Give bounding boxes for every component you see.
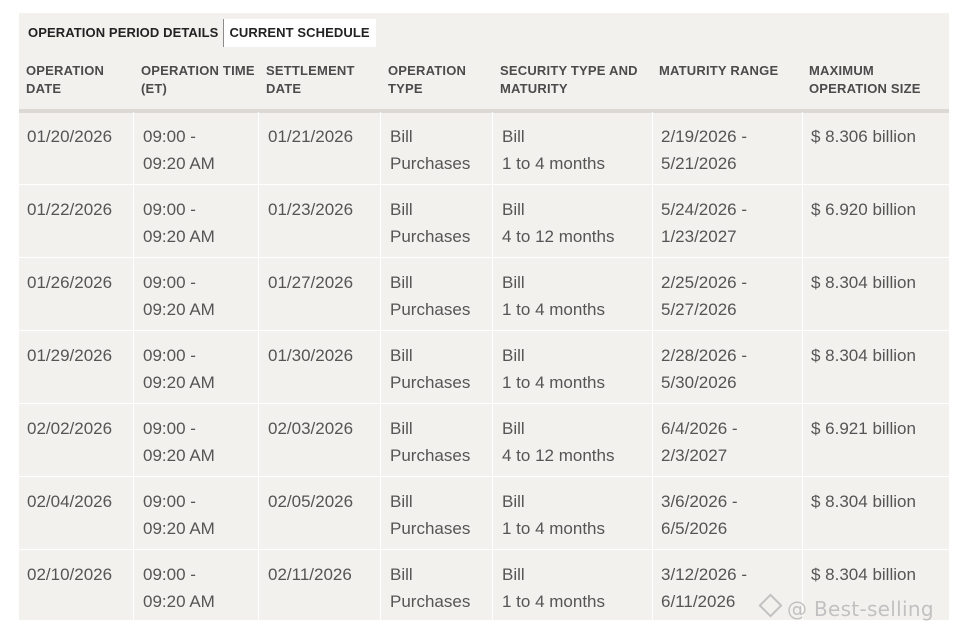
cell-text-line: Purchases bbox=[390, 227, 471, 246]
column-header-maximum-operation-size bbox=[809, 62, 921, 98]
cell-text-line: Bill bbox=[390, 127, 413, 146]
cell-text: $ 6.921 billion bbox=[811, 419, 916, 438]
cell-text-line: 09:00 - bbox=[143, 565, 196, 584]
cell-maturity-range bbox=[653, 112, 803, 184]
cell-text: 02/02/2026 bbox=[27, 419, 113, 438]
cell-maturity-range bbox=[653, 331, 803, 403]
cell-text: $ 8.304 billion bbox=[811, 565, 916, 584]
column-header-operation-date bbox=[26, 62, 104, 98]
cell-operation-date bbox=[19, 550, 134, 622]
cell-security-type bbox=[493, 258, 653, 330]
cell-text: 01/29/2026 bbox=[27, 346, 113, 365]
cell-operation-date bbox=[19, 185, 134, 257]
binance-logo-icon bbox=[758, 593, 782, 617]
cell-text-line: 2/3/2027 bbox=[661, 446, 728, 465]
column-header-maturity-range bbox=[659, 62, 778, 80]
cell-text: $ 8.306 billion bbox=[811, 127, 916, 146]
watermark bbox=[762, 597, 934, 621]
column-header-line: MAXIMUM bbox=[809, 63, 874, 78]
cell-text: 01/23/2026 bbox=[268, 200, 354, 219]
cell-operation-time bbox=[134, 185, 259, 257]
cell-text-line: 6/4/2026 - bbox=[661, 419, 738, 438]
cell-text-line: Bill bbox=[390, 492, 413, 511]
column-header-line: DATE bbox=[26, 81, 62, 96]
table-row bbox=[19, 404, 949, 477]
cell-text: 02/11/2026 bbox=[268, 565, 352, 584]
schedule-panel bbox=[19, 13, 949, 620]
cell-text-line: 2/25/2026 - bbox=[661, 273, 748, 292]
cell-text: 01/21/2026 bbox=[268, 127, 354, 146]
column-header-line: SETTLEMENT bbox=[266, 63, 355, 78]
column-header-operation-time bbox=[141, 62, 255, 98]
cell-text-line: 4 to 12 months bbox=[502, 446, 615, 465]
column-header-operation-type bbox=[388, 62, 466, 98]
cell-text-line: Bill bbox=[502, 346, 525, 365]
column-header-line: DATE bbox=[266, 81, 302, 96]
cell-operation-time bbox=[134, 331, 259, 403]
cell-operation-type bbox=[381, 112, 493, 184]
cell-text-line: 09:00 - bbox=[143, 346, 196, 365]
table-row bbox=[19, 258, 949, 331]
table-body bbox=[19, 112, 949, 623]
column-header-settlement-date bbox=[266, 62, 355, 98]
cell-operation-type bbox=[381, 331, 493, 403]
cell-operation-time bbox=[134, 477, 259, 549]
cell-text: 01/26/2026 bbox=[27, 273, 113, 292]
cell-text-line: 09:00 - bbox=[143, 200, 196, 219]
column-header-line: (ET) bbox=[141, 81, 168, 96]
cell-operation-time bbox=[134, 112, 259, 184]
cell-settlement-date bbox=[259, 185, 381, 257]
cell-text-line: 09:00 - bbox=[143, 419, 196, 438]
tab-current-schedule[interactable]: CURRENT SCHEDULE bbox=[224, 19, 375, 47]
cell-text-line: 3/12/2026 - bbox=[661, 565, 748, 584]
cell-text-line: 1 to 4 months bbox=[502, 519, 606, 538]
cell-text-line: 2/19/2026 - bbox=[661, 127, 748, 146]
cell-text: 02/05/2026 bbox=[268, 492, 354, 511]
cell-text-line: Purchases bbox=[390, 519, 471, 538]
cell-text-line: 1 to 4 months bbox=[502, 154, 606, 173]
cell-text-line: 4 to 12 months bbox=[502, 227, 615, 246]
cell-operation-type bbox=[381, 404, 493, 476]
cell-maximum-size bbox=[803, 185, 949, 257]
cell-settlement-date bbox=[259, 404, 381, 476]
cell-text-line: 09:20 AM bbox=[143, 154, 215, 173]
column-header-line: OPERATION TIME bbox=[141, 63, 255, 78]
cell-text-line: 09:00 - bbox=[143, 127, 196, 146]
cell-text-line: 5/21/2026 bbox=[661, 154, 737, 173]
tab-bar bbox=[19, 19, 376, 47]
table-row bbox=[19, 185, 949, 258]
cell-text-line: 09:20 AM bbox=[143, 592, 215, 611]
cell-operation-type bbox=[381, 550, 493, 622]
cell-text-line: Purchases bbox=[390, 592, 471, 611]
cell-maximum-size bbox=[803, 331, 949, 403]
cell-text: 01/22/2026 bbox=[27, 200, 113, 219]
cell-text-line: Bill bbox=[502, 127, 525, 146]
cell-text: $ 8.304 billion bbox=[811, 346, 916, 365]
cell-text-line: 09:20 AM bbox=[143, 227, 215, 246]
cell-text-line: 09:00 - bbox=[143, 273, 196, 292]
cell-text: $ 8.304 billion bbox=[811, 273, 916, 292]
cell-text-line: Purchases bbox=[390, 300, 471, 319]
cell-text-line: 09:20 AM bbox=[143, 373, 215, 392]
table-header bbox=[19, 59, 949, 113]
table-row bbox=[19, 477, 949, 550]
cell-operation-time bbox=[134, 258, 259, 330]
cell-text: 02/04/2026 bbox=[27, 492, 113, 511]
cell-text: 02/03/2026 bbox=[268, 419, 354, 438]
cell-settlement-date bbox=[259, 258, 381, 330]
cell-text: $ 6.920 billion bbox=[811, 200, 916, 219]
cell-text-line: Bill bbox=[390, 200, 413, 219]
cell-text-line: 5/27/2026 bbox=[661, 300, 737, 319]
column-header-line: OPERATION SIZE bbox=[809, 81, 921, 96]
cell-text-line: Bill bbox=[390, 565, 413, 584]
table-row bbox=[19, 331, 949, 404]
cell-text-line: 3/6/2026 - bbox=[661, 492, 738, 511]
cell-operation-date bbox=[19, 331, 134, 403]
cell-text-line: Bill bbox=[502, 419, 525, 438]
cell-text-line: Purchases bbox=[390, 373, 471, 392]
cell-maturity-range bbox=[653, 404, 803, 476]
cell-text: 02/10/2026 bbox=[27, 565, 113, 584]
cell-settlement-date bbox=[259, 331, 381, 403]
cell-text-line: 09:20 AM bbox=[143, 446, 215, 465]
cell-security-type bbox=[493, 112, 653, 184]
tab-operation-period-details[interactable]: OPERATION PERIOD DETAILS bbox=[19, 19, 224, 47]
cell-text: $ 8.304 billion bbox=[811, 492, 916, 511]
cell-text-line: Bill bbox=[390, 419, 413, 438]
table-row bbox=[19, 112, 949, 185]
cell-operation-type bbox=[381, 185, 493, 257]
column-header-line: MATURITY RANGE bbox=[659, 63, 779, 78]
watermark-text: @ Best-selling bbox=[787, 597, 934, 621]
cell-maximum-size bbox=[803, 112, 949, 184]
cell-operation-date bbox=[19, 477, 134, 549]
cell-operation-time bbox=[134, 404, 259, 476]
column-header-line: TYPE bbox=[388, 81, 423, 96]
cell-operation-time bbox=[134, 550, 259, 622]
column-header-security-type bbox=[500, 62, 638, 98]
cell-text-line: 09:20 AM bbox=[143, 519, 215, 538]
cell-text-line: Bill bbox=[502, 492, 525, 511]
cell-security-type bbox=[493, 185, 653, 257]
cell-operation-type bbox=[381, 477, 493, 549]
column-header-line: MATURITY bbox=[500, 81, 568, 96]
cell-maximum-size bbox=[803, 404, 949, 476]
cell-text-line: 6/11/2026 bbox=[661, 592, 736, 611]
cell-text-line: Bill bbox=[502, 273, 525, 292]
cell-text-line: Purchases bbox=[390, 446, 471, 465]
cell-security-type bbox=[493, 477, 653, 549]
cell-maximum-size bbox=[803, 258, 949, 330]
cell-text-line: 1/23/2027 bbox=[661, 227, 737, 246]
cell-maturity-range bbox=[653, 185, 803, 257]
column-header-line: SECURITY TYPE AND bbox=[500, 63, 638, 78]
cell-text-line: Bill bbox=[390, 273, 413, 292]
column-header-line: OPERATION bbox=[388, 63, 467, 78]
cell-maturity-range bbox=[653, 258, 803, 330]
cell-text-line: 6/5/2026 bbox=[661, 519, 728, 538]
cell-text: 01/27/2026 bbox=[268, 273, 354, 292]
cell-text-line: Bill bbox=[502, 200, 525, 219]
cell-operation-date bbox=[19, 404, 134, 476]
cell-security-type bbox=[493, 331, 653, 403]
cell-security-type bbox=[493, 404, 653, 476]
cell-text-line: 09:00 - bbox=[143, 492, 196, 511]
cell-text-line: 09:20 AM bbox=[143, 300, 215, 319]
cell-operation-date bbox=[19, 258, 134, 330]
cell-settlement-date bbox=[259, 477, 381, 549]
cell-maturity-range bbox=[653, 477, 803, 549]
column-header-line: OPERATION bbox=[26, 63, 105, 78]
cell-text-line: 1 to 4 months bbox=[502, 592, 606, 611]
cell-settlement-date bbox=[259, 112, 381, 184]
cell-text-line: 2/28/2026 - bbox=[661, 346, 748, 365]
cell-text-line: 5/24/2026 - bbox=[661, 200, 748, 219]
cell-operation-date bbox=[19, 112, 134, 184]
cell-text: 01/30/2026 bbox=[268, 346, 354, 365]
cell-text-line: 5/30/2026 bbox=[661, 373, 737, 392]
cell-text-line: Bill bbox=[502, 565, 525, 584]
cell-operation-type bbox=[381, 258, 493, 330]
cell-maximum-size bbox=[803, 477, 949, 549]
cell-text-line: Purchases bbox=[390, 154, 471, 173]
cell-text: 01/20/2026 bbox=[27, 127, 113, 146]
cell-text-line: 1 to 4 months bbox=[502, 300, 606, 319]
cell-text-line: 1 to 4 months bbox=[502, 373, 606, 392]
cell-settlement-date bbox=[259, 550, 381, 622]
cell-text-line: Bill bbox=[390, 346, 413, 365]
cell-security-type bbox=[493, 550, 653, 622]
